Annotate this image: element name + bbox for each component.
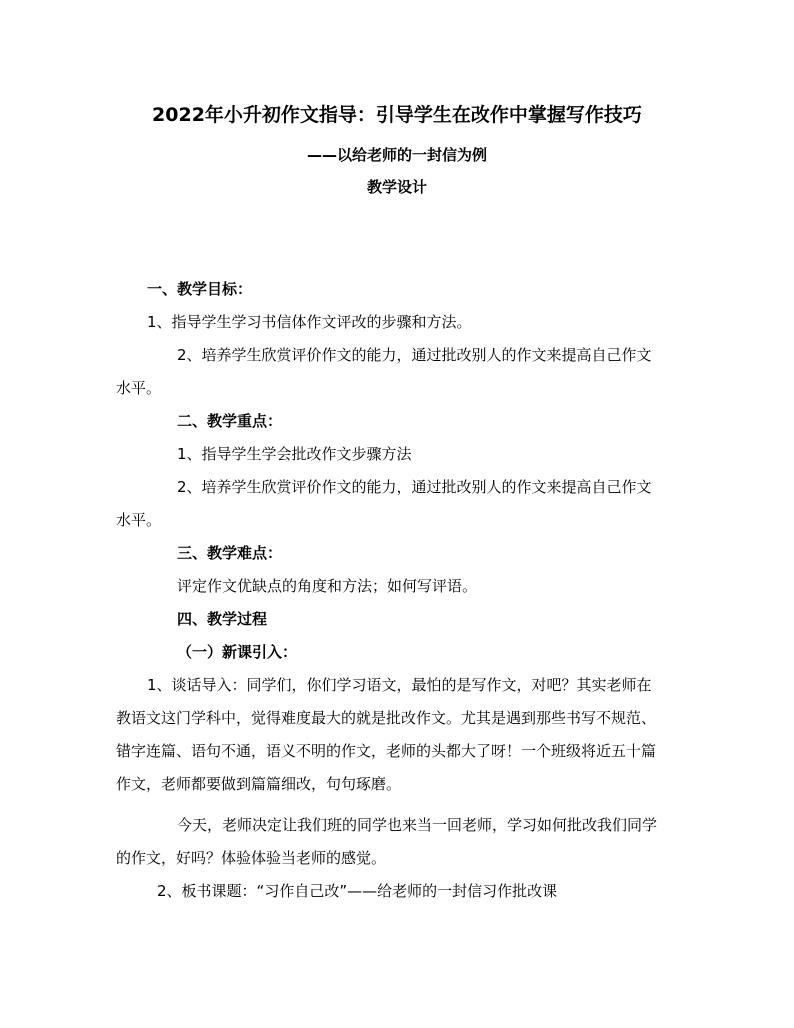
process-paragraph-2-line-1: 今天，老师决定让我们班的同学也来当一回老师，学习如何批改我们同学: [177, 816, 658, 834]
process-sub-heading: （一）新课引入：: [177, 643, 298, 661]
process-heading: 四、教学过程: [177, 610, 268, 628]
process-paragraph-1-line-1: 1、谈话导入：同学们，你们学习语文，最怕的是写作文，对吧？其实老师在: [147, 676, 652, 694]
document-design-label: 教学设计: [366, 178, 427, 196]
key-points-item-2-line-1: 2、培养学生欣赏评价作文的能力，通过批改别人的作文来提高自己作文: [177, 478, 652, 496]
document-title: 2022年小升初作文指导：引导学生在改作中掌握写作技巧: [152, 104, 642, 126]
objectives-item-2-line-2: 水平。: [116, 379, 162, 397]
key-points-item-1: 1、指导学生学会批改作文步骤方法: [177, 445, 412, 463]
process-paragraph-2-line-2: 的作文，好吗？体验体验当老师的感觉。: [116, 849, 387, 867]
process-paragraph-1-line-3: 错字连篇、语句不通，语义不明的作文，老师的头都大了呀！一个班级将近五十篇: [116, 742, 657, 760]
objectives-item-2-line-1: 2、培养学生欣赏评价作文的能力，通过批改别人的作文来提高自己作文: [177, 346, 652, 364]
process-paragraph-1-line-2: 教语文这门学科中，觉得难度最大的就是批改作文。尤其是遇到那些书写不规范、: [116, 709, 657, 727]
difficulties-item-1: 评定作文优缺点的角度和方法；如何写评语。: [177, 577, 478, 595]
objectives-heading: 一、教学目标：: [147, 280, 253, 298]
objectives-item-1: 1、指导学生学习书信体作文评改的步骤和方法。: [147, 313, 472, 331]
key-points-item-2-line-2: 水平。: [116, 511, 162, 529]
process-item-2: 2、板书课题：“习作自己改”——给老师的一封信习作批改课: [157, 882, 558, 900]
process-paragraph-1-line-4: 作文，老师都要做到篇篇细改，句句琢磨。: [116, 775, 402, 793]
key-points-heading: 二、教学重点：: [177, 412, 283, 430]
difficulties-heading: 三、教学难点：: [177, 544, 283, 562]
document-subtitle: ——以给老师的一封信为例: [306, 146, 487, 164]
